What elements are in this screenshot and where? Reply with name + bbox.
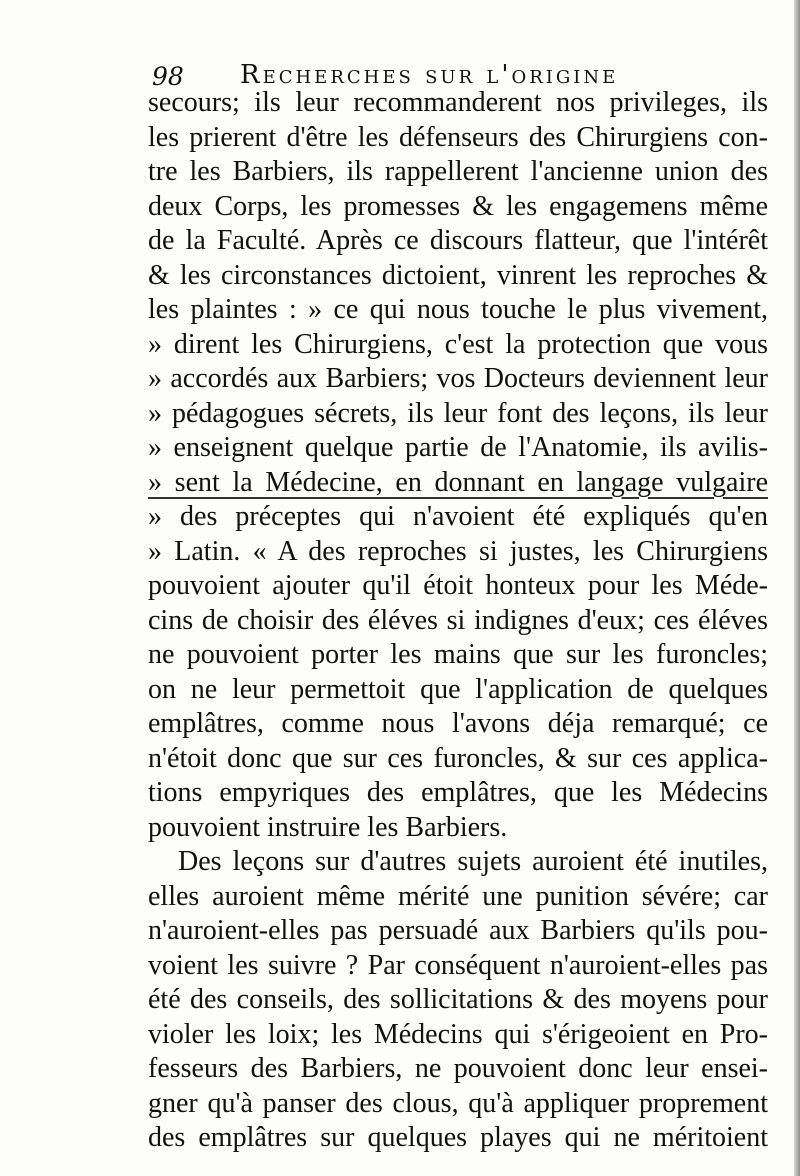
- text-line: voient les suivre ? Par conséquent n'auroient-elles pas: [148, 949, 768, 981]
- text-line: on ne leur permettoit que l'application de quelques: [148, 673, 768, 705]
- text-line: n'auroient-elles pas persuadé aux Barbiers qu'ils pou-: [148, 915, 768, 946]
- text-line: » pédagogues sécrets, ils leur font des leçons, ils leur: [148, 397, 768, 429]
- text-line: tre les Barbiers, ils rappellerent l'ancienne union des: [148, 156, 768, 187]
- text-line: elles auroient même mérité une punition sévére; car: [148, 880, 768, 912]
- body-text: [148, 86, 768, 1156]
- page-edge-shadow: [794, 0, 800, 1176]
- text-line: » enseignent quelque partie de l'Anatomie, ils avilis-: [148, 432, 768, 463]
- text-line: » accordés aux Barbiers; vos Docteurs deviennent leur: [148, 363, 768, 394]
- text-line: » dirent les Chirurgiens, c'est la protection que vous: [148, 328, 768, 360]
- text-line: » des préceptes qui n'avoient été expliqués qu'en: [148, 501, 768, 532]
- text-line: pouvoient ajouter qu'il étoit honteux pour les Méde-: [148, 570, 768, 601]
- text-line: gner qu'à panser des clous, qu'à appliquer proprement: [148, 1087, 768, 1119]
- text-line: » Latin. « A des reproches si justes, les Chirurgiens: [148, 535, 768, 567]
- running-title: Recherches sur l'origine: [240, 60, 619, 90]
- text-line: les prierent d'être les défenseurs des Chirurgiens con-: [148, 121, 768, 153]
- text-line-underlined: » sent la Médecine, en donnant en langage vulgaire: [148, 466, 768, 498]
- text-line: de la Faculté. Après ce discours flatteur, que l'intérêt: [148, 225, 768, 256]
- paragraph-first-line: Des leçons sur d'autres sujets auroient été inutiles,: [178, 846, 768, 877]
- text-line: violer les loix; les Médecins qui s'érigeoient en Pro-: [148, 1018, 768, 1050]
- text-line: été des conseils, des sollicitations & des moyens pour: [148, 984, 768, 1015]
- text-line: & les circonstances dictoient, vinrent les reproches &: [148, 259, 768, 291]
- page-header: [152, 56, 772, 90]
- text-line: les plaintes : » ce qui nous touche le plus vivement,: [148, 294, 768, 325]
- text-line: deux Corps, les promesses & les engagemens même: [148, 190, 768, 222]
- text-line: fesseurs des Barbiers, ne pouvoient donc leur ensei-: [148, 1053, 768, 1084]
- text-line: tions empyriques des emplâtres, que les Médecins: [148, 777, 768, 808]
- text-line: cins de choisir des éléves si indignes d'eux; ces éléves: [148, 604, 768, 636]
- text-line: n'étoit donc que sur ces furoncles, & sur ces applica-: [148, 742, 768, 774]
- text-line: emplâtres, comme nous l'avons déja remarqué; ce: [148, 708, 768, 739]
- text-line: ne pouvoient porter les mains que sur les furoncles;: [148, 639, 768, 670]
- text-line: des emplâtres sur quelques playes qui ne méritoient: [148, 1122, 768, 1153]
- text-line: secours; ils leur recommanderent nos privileges, ils: [148, 87, 768, 118]
- text-line: pouvoient instruire les Barbiers.: [148, 811, 508, 843]
- page-number: 98: [152, 62, 184, 91]
